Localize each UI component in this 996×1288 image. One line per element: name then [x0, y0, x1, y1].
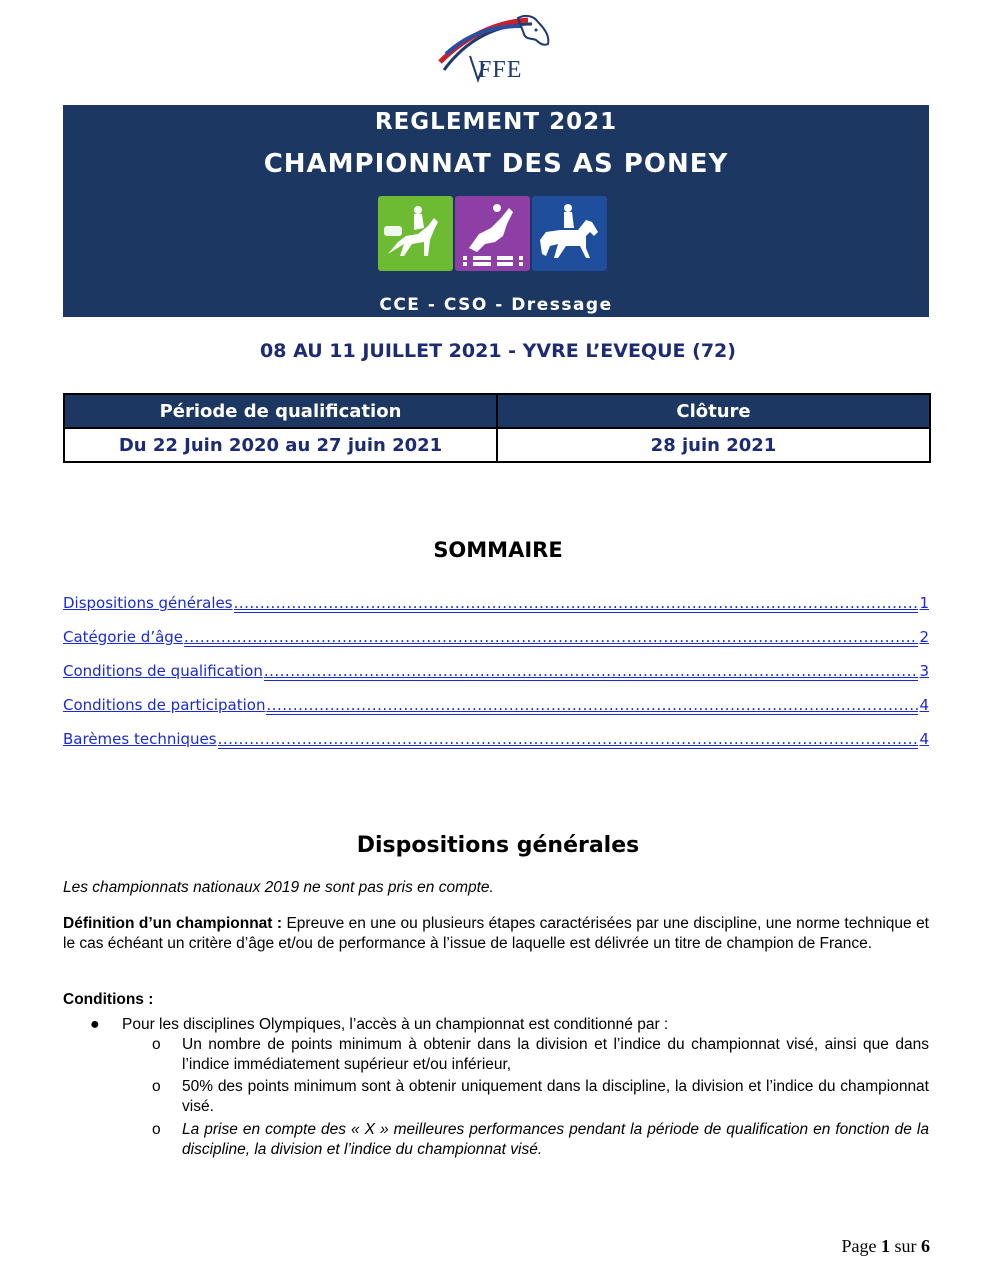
definition-paragraph	[63, 914, 929, 954]
toc-page-number: 3	[919, 662, 929, 680]
table-of-contents	[63, 594, 929, 764]
circle-bullet-icon: o	[152, 1121, 161, 1138]
sub-item-text: La prise en compte des « X » meilleures performances pendant la période de qualification en fonction de la discipline, la division et l’indice du championnat visé.	[182, 1121, 929, 1158]
footer-prefix: Page	[841, 1236, 877, 1256]
qualification-period-value: Du 22 Juin 2020 au 27 juin 2021	[64, 428, 497, 462]
toc-page-number: 1	[919, 594, 929, 612]
sommaire-title: SOMMAIRE	[433, 538, 563, 562]
page-footer	[842, 1236, 931, 1257]
toc-label: Catégorie d’âge	[63, 628, 184, 646]
header-qualification-period: Période de qualification	[64, 394, 497, 428]
bullet-icon: ●	[90, 1016, 100, 1033]
definition-text: Epreuve en une ou plusieurs étapes caractérisées par une discipline, une norme technique et le cas échéant un critère d’âge et/ou de performance à l’issue de laquelle est délivrée un titre de champion de France.	[63, 915, 929, 952]
sub-item-text: Un nombre de points minimum à obtenir dans la division et l’indice du championnat visé, ainsi que dans l’indice immédiatement supérieur et/ou inférieur,	[182, 1036, 929, 1073]
show-jumping-icon	[455, 196, 530, 271]
toc-label: Barèmes techniques	[63, 730, 217, 748]
conditions-label: Conditions :	[63, 991, 154, 1008]
regulation-title: REGLEMENT 2021	[374, 109, 618, 135]
section-title: Dispositions générales	[356, 833, 640, 858]
toc-link-conditions-qualification[interactable]	[63, 662, 929, 696]
list-item	[152, 1120, 929, 1160]
discipline-icons	[378, 196, 607, 272]
current-page: 1	[881, 1236, 890, 1256]
definition-label: Définition d’un championnat :	[63, 915, 283, 932]
closing-date-value: 28 juin 2021	[497, 428, 930, 462]
toc-leader	[264, 662, 919, 681]
total-pages: 6	[921, 1236, 930, 1256]
toc-page-number: 4	[919, 730, 929, 748]
circle-bullet-icon: o	[152, 1036, 161, 1053]
list-item	[90, 1015, 929, 1035]
header-closing: Clôture	[497, 394, 930, 428]
toc-link-baremes[interactable]	[63, 730, 929, 764]
toc-leader	[218, 730, 919, 749]
event-dates: 08 AU 11 JUILLET 2021 - YVRE L’EVEQUE (72)	[260, 340, 736, 362]
eventing-icon	[378, 196, 453, 271]
toc-label: Conditions de qualification	[63, 662, 263, 680]
list-item	[152, 1077, 929, 1117]
championship-title: CHAMPIONNAT DES AS PONEY	[263, 149, 729, 179]
toc-label: Dispositions générales	[63, 594, 233, 612]
toc-label: Conditions de participation	[63, 696, 266, 714]
toc-leader	[184, 628, 918, 647]
list-item	[152, 1035, 929, 1075]
toc-leader	[234, 594, 919, 613]
circle-bullet-icon: o	[152, 1078, 161, 1095]
toc-page-number: 2	[919, 628, 929, 646]
toc-page-number: 4	[919, 696, 929, 714]
toc-link-dispositions[interactable]	[63, 594, 929, 628]
footer-middle: sur	[894, 1236, 917, 1256]
logo-text: FFE	[478, 57, 523, 83]
intro-note: Les championnats nationaux 2019 ne sont pas pris en compte.	[63, 879, 494, 896]
qualification-table	[63, 393, 931, 463]
dressage-icon	[532, 196, 607, 271]
toc-link-categorie-age[interactable]	[63, 628, 929, 662]
sub-item-text: 50% des points minimum sont à obtenir uniquement dans la discipline, la division et l’indice du championnat visé.	[182, 1078, 929, 1115]
disciplines-line: CCE - CSO - Dressage	[379, 295, 613, 315]
bullet-text: Pour les disciplines Olympiques, l’accès à un championnat est conditionné par :	[122, 1016, 669, 1033]
title-banner	[63, 105, 929, 317]
toc-link-conditions-participation[interactable]	[63, 696, 929, 730]
toc-leader	[266, 696, 918, 715]
